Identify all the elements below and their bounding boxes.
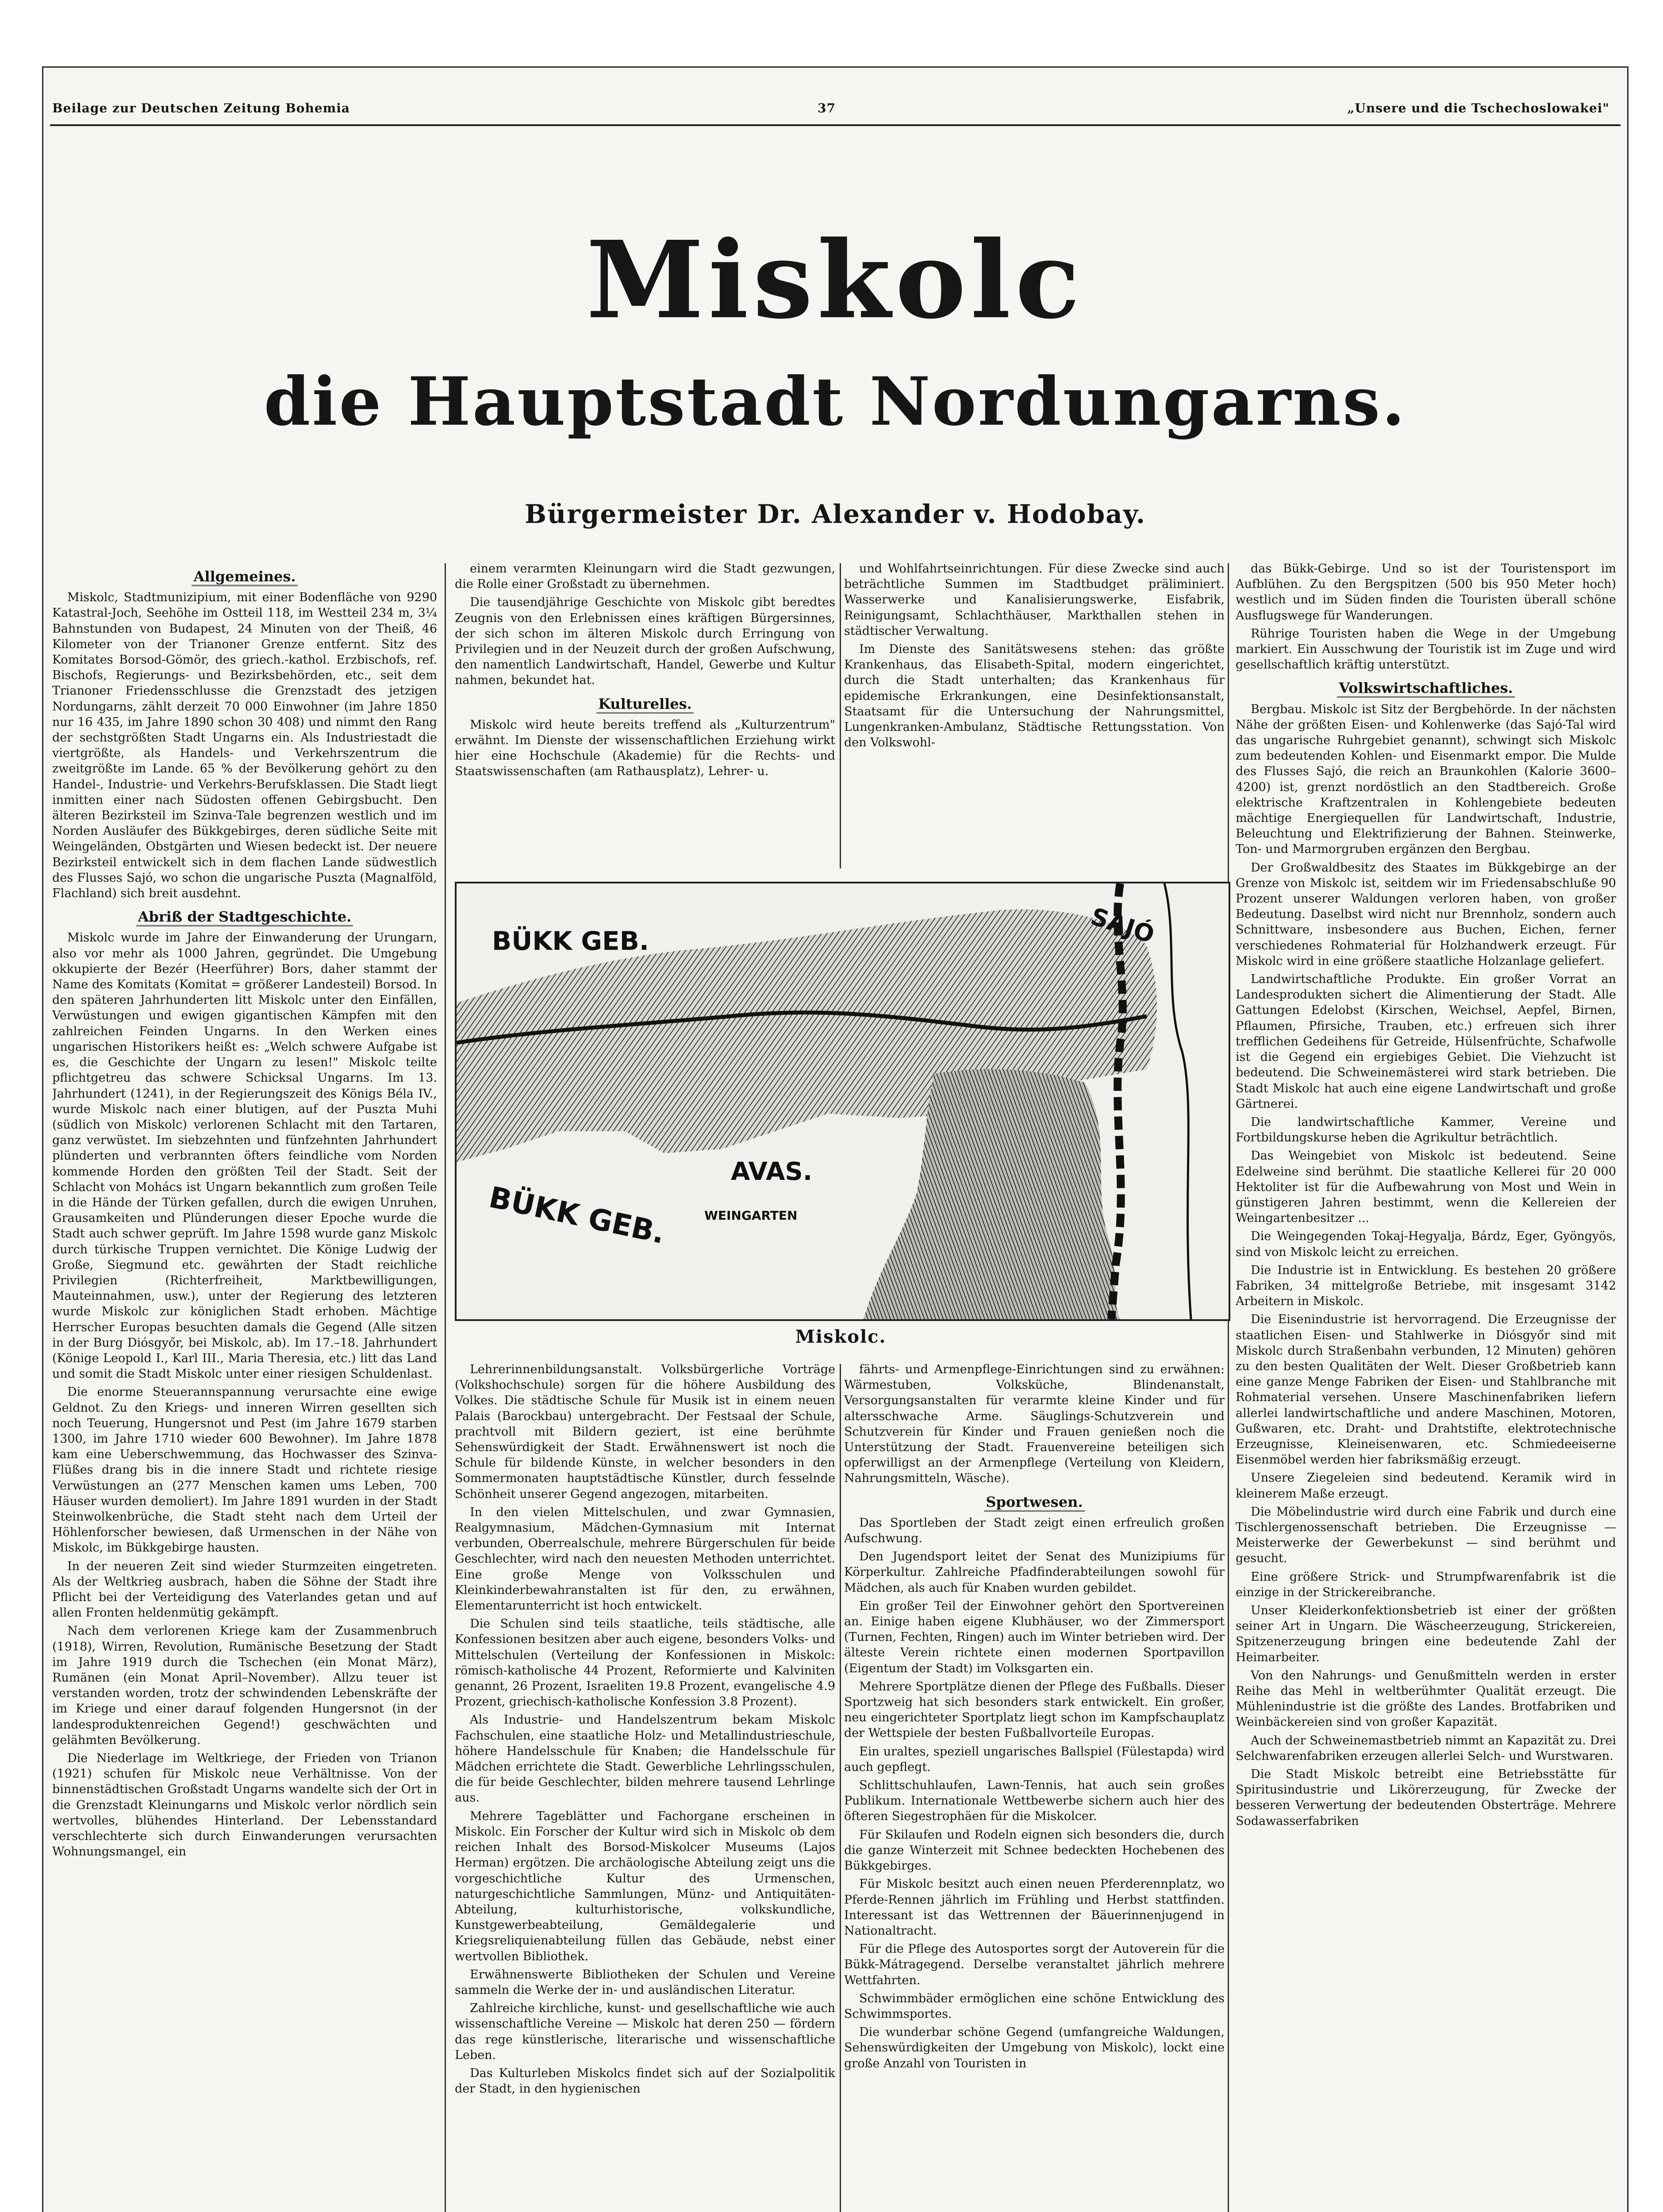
paragraph: Das Kulturleben Miskolcs findet sich auf der Sozialpolitik der Stadt, in den hygienischen [455, 2066, 835, 2096]
article-column-2-lower [455, 1362, 835, 2212]
paragraph: Schwimmbäder ermöglichen eine schöne Entwicklung des Schwimmsportes. [844, 1991, 1225, 2021]
paragraph: Unser Kleiderkonfektionsbetrieb ist einer der größten seiner Art in Ungarn. Die Wäscheerzeugung, Strickereien, Spitzenerzeugung bringen eine bedeutende Zahl der Heimarbeiter. [1236, 1604, 1616, 1664]
map-illustration [455, 882, 1230, 1321]
paragraph: Die Eisenindustrie ist hervorragend. Die Erzeugnisse der staatlichen Eisen- und Stahlwerke in Diósgyőr sind mit Miskolc durch Straßenbahn verbunden, 12 Minuten) gehören zu den besten Qualitäten der Welt. Dieser Großbetrieb kann eine ganze Menge Fabriken der Eisen- und Stahlbranche mit Rohmaterial versehen. Unsere Maschinenfabriken liefern allerlei landwirtschaftliche und andere Maschinen, Motoren, Gußwaren, etc. Draht- und Drahtstifte, elektrotechnische Erzeugnisse, Kleineisenwaren, etc. Schmiedeeiserne Eisenmöbel werden hier fabriksmäßig erzeugt. [1236, 1313, 1616, 1467]
paragraph: Nach dem verlorenen Kriege kam der Zusammenbruch (1918), Wirren, Revolution, Rumänische Besetzung der Stadt im Jahre 1919 durch die Tschechen (ein Monat März), Rumänen (ein Monat April–November). Allzu teuer ist verstanden worden, trotz der schwindenden Lebenskräfte der im Kriege und einer darauf folgenden Hungersnot (in der landesproduktenreichen Gegend!) geschwächten und gelähmten Bevölkerung. [52, 1624, 437, 1747]
paragraph: Für Miskolc besitzt auch einen neuen Pferderennplatz, wo Pferde-Rennen jährlich im Frühling und Herbst stattfinden. Interessant ist das Wettrennen der Bäuerinnenjugend in Nationaltracht. [844, 1877, 1225, 1938]
paragraph: Lehrerinnenbildungsanstalt. Volksbürgerliche Vorträge (Volkshochschule) sorgen für die höhere Ausbildung des Volkes. Die städtische Schule für Musik ist in einem neuen Palais (Barockbau) untergebracht. Der Festsaal der Schule, prachtvoll mit Bildern geziert, ist eine berühmte Sehenswürdigkeit der Stadt. Erwähnenswert ist noch die Schule für bildende Künste, in welcher besonders in den Sommermonaten hauptstädtische Künstler, durch fesselnde Schönheit unserer Gegend angezogen, mitarbeiten. [455, 1363, 835, 1501]
map-label-avas: AVAS. [731, 1157, 813, 1186]
paragraph: Schlittschuhlaufen, Lawn-Tennis, hat auch sein großes Publikum. Internationale Wettbewerbe sichern auch hier des öfteren Siegestrophäen für die Miskolcer. [844, 1778, 1225, 1824]
paragraph: Mehrere Sportplätze dienen der Pflege des Fußballs. Dieser Sportzweig hat sich besonders stark entwickelt. Ein großer, neu eingerichteter Sportplatz liegt schon im Kampfschauplatz der Wettspiele der besten Fußballvorteile Europas. [844, 1679, 1225, 1740]
page-number: 37 [818, 101, 836, 115]
article-column-2-upper [455, 561, 835, 871]
headline: Miskolc [586, 218, 1084, 342]
paragraph: Die landwirtschaftliche Kammer, Vereine und Fortbildungskurse heben die Agrikultur beträchtlich. [1236, 1115, 1616, 1145]
map-label-sajo: SAJÓ [1087, 902, 1158, 949]
paragraph: Auch der Schweinemastbetrieb nimmt an Kapazität zu. Drei Selchwarenfabriken erzeugen allerlei Selch- und Wurstwaren. [1236, 1733, 1616, 1763]
map-label-bukk-top: BÜKK GEB. [492, 926, 649, 956]
paragraph: Eine größere Strick- und Strumpfwarenfabrik ist die einzige in der Strickereibranche. [1236, 1570, 1616, 1599]
paragraph: Die tausendjährige Geschichte von Miskolc gibt beredtes Zeugnis von den Erlebnissen eines kräftigen Bürgersinnes, der sich schon im älteren Miskolc durch Erringung von Privilegien und in der Neuzeit durch der großen Aufschwung, den namentlich Landwirtschaft, Handel, Gewerbe und Kultur nahmen, bekundet hat. [455, 595, 835, 687]
paragraph: Die Industrie ist in Entwicklung. Es bestehen 20 größere Fabriken, 34 mittelgroße Betriebe, mit insgesamt 3142 Arbeitern in Miskolc. [1236, 1263, 1616, 1309]
paragraph: In den vielen Mittelschulen, und zwar Gymnasien, Realgymnasium, Mädchen-Gymnasium mit Internat verbunden, Oberrealschule, mehrere Bürgerschulen für beide Geschlechter, wird nach den neuesten Methoden unterrichtet. Eine große Menge von Volksschulen und Kleinkinderbewahranstalten ist für den, zu erwähnen, Elementarunterricht ist hoch entwickelt. [455, 1505, 835, 1613]
section-heading: Volkswirtschaftliches. [1236, 680, 1616, 696]
map-label-weingarten: WEINGARTEN [704, 1208, 798, 1223]
paragraph: Als Industrie- und Handelszentrum bekam Miskolc Fachschulen, eine staatliche Holz- und Metallindustrieschule, höhere Handelsschule für Knaben; die Handelsschule für Mädchen errichtete die Stadt. Gewerbliche Lehrlingsschulen, die für beide Geschlechter, bilden mehrere tausend Lehrlinge aus. [455, 1713, 835, 1805]
paragraph: das Bükk-Gebirge. Und so ist der Touristensport im Aufblühen. Zu den Bergspitzen (500 bis 950 Meter hoch) westlich und im Süden finden die Touristen überall schöne Ausflugswege für Wanderungen. [1236, 562, 1616, 622]
paragraph: Die enorme Steuerannspannung verursachte eine ewige Geldnot. Zu den Kriegs- und inneren Wirren gesellten sich noch Teuerung, Hungersnot und Pest (im Jahre 1679 starben 1300, im Jahre 1710 wieder 600 Bewohner). Im Jahre 1878 kam eine Ueberschwemmung, das Hochwasser des Szinva-Flüßes drang bis in die innere Stadt und richtete riesige Verwüstungen an (277 Menschen kamen ums Leben, 700 Häuser wurden demoliert). Im Jahre 1891 wurden in der Stadt Steinwolkenbrüche, die Stadt steht nach dem Urteil der Höhlenforscher bewiesen, daß Urmenschen in der Nähe von Miskolc, im Bükkgebirge hausten. [52, 1385, 437, 1555]
map-label-bukk-bottom: BÜKK GEB. [486, 1180, 668, 1251]
article-column-1 [52, 561, 437, 2212]
running-header [43, 101, 1627, 127]
paragraph: Für Skilaufen und Rodeln eignen sich besonders die, durch die ganze Winterzeit mit Schnee bedeckten Hochebenen des Bükkgebirges. [844, 1828, 1225, 1873]
paragraph: Die Stadt Miskolc betreibt eine Betriebsstätte für Spiritusindustrie und Likörerzeugung, für Zwecke der besseren Verwertung der bedeutenden Obsterträge. Mehrere Sodawasserfabriken [1236, 1767, 1616, 1828]
paragraph: und Wohlfahrtseinrichtungen. Für diese Zwecke sind auch beträchtliche Summen im Stadtbudget präliminiert. Wasserwerke und Kanalisierungswerke, Eisfabrik, Reinigungsamt, Schlachthäuser, Markthallen stehen in städtischer Verwaltung. [844, 562, 1225, 638]
paragraph: Miskolc, Stadtmunizipium, mit einer Bodenfläche von 9290 Katastral-Joch, Seehöhe im Ostteil 118, im Westteil 234 m, 3¼ Bahnstunden von Budapest, 24 Minuten von der Theiß, 46 Kilometer von der Trianoner Grenze entfernt. Sitz des Komitates Borsod-Gömör, des griech.-kathol. Erzbischofs, ref. Bischofs, Regierungs- und Bezirksbehörden, etc., seit dem Trianoner Friedensschlusse die Grenzstadt des jetzigen Nordungarns, zählt derzeit 70 000 Einwohner (im Jahre 1850 nur 16 435, im Jahre 1890 schon 30 408) und nimmt den Rang der sechstgrößten Stadt Ungarns ein. Als Industriestadt die viertgrößte, als Handels- und Verkehrszentrum die zweitgrößte im Lande. 65 % der Bevölkerung gehört zu den Handel-, Industrie- und Verkehrs-Berufsklassen. Die Stadt liegt inmitten einer nach Südosten offenen Gebirgsbucht. Den älteren Bezirksteil im Szinva-Tale begrenzen westlich und im Norden Ausläufer des Bükkgebirges, deren südliche Seite mit Weingeländen, Obstgärten und Wiesen bedeckt ist. Der neuere Bezirksteil entwickelt sich in dem flachen Lande südwestlich des Flusses Sajó, wo schon die ungarische Puszta (Magnalföld, Flachland) sich breit ausdehnt. [52, 591, 437, 901]
header-left: Beilage zur Deutschen Zeitung Bohemia [52, 101, 350, 115]
paragraph: Ein uraltes, speziell ungarisches Ballspiel (Fülestapda) wird auch gepflegt. [844, 1744, 1225, 1774]
paragraph: Die Schulen sind teils staatliche, teils städtische, alle Konfessionen besitzen aber auch eigene, besonders Volks- und Mittelschulen (Verteilung der Konfessionen in Miskolc: römisch-katholische 44 Prozent, Reformierte und Kalviniten genannt, 26 Prozent, Israeliten 19.8 Prozent, evangelische 4.9 Prozent, griechisch-katholische Konfession 3.8 Prozent). [455, 1617, 835, 1709]
column-rule [445, 563, 446, 2212]
newspaper-page [42, 66, 1628, 2212]
paragraph: Miskolc wurde im Jahre der Einwanderung der Urungarn, also vor mehr als 1000 Jahren, gegründet. Die Umgebung okkupierte der Bezér (Heerführer) Bors, daher stammt der Name des Komitats (Komitat = größerer Landesteil) Borsod. In den späteren Jahrhunderten litt Miskolc unter den Einfällen, Verwüstungen und ewigen gigantischen Kämpfen mit den zahlreichen Feinden Ungarns. In den Werken eines ungarischen Historikers heißt es: „Welch schwere Aufgabe ist es, die Geschichte der Ungarn zu lesen!" Miskolc teilte pflichtgetreu das schwere Schicksal Ungarns. Im 13. Jahrhundert (1241), in der Regierungszeit des Königs Béla IV., wurde Miskolc nach einer blutigen, auf der Puszta Muhi (südlich von Miskolc) verlorenen Schlacht mit den Tartaren, ganz verwüstet. Im siebzehnten und fünfzehnten Jahrhundert plünderten und verbrannten öfters feindliche vom Norden kommende Horden den größten Teil der Stadt. Seit der Schlacht von Mohács ist Ungarn bekanntlich zum großen Teile in die Hände der Türken gefallen, durch die ewigen Unruhen, Grausamkeiten und Plünderungen dieser Epoche wurde die Stadt auch schwer geprüft. Im Jahre 1598 wurde ganz Miskolc durch türkische Truppen vernichtet. Die Könige Ludwig der Große, Siegmund etc. gewährten der Stadt reichliche Privilegien (Richterfreiheit, Marktbewilligungen, Mauteinnahmen, usw.), unter der Regierung des letzteren wurde Miskolc zur königlichen Stadt erhoben. Mächtige Herrscher Europas besuchten damals die Gegend (Alle sitzen in der Burg Diósgyőr, bei Miskolc, ab). Im 17.–18. Jahrhundert (Könige Leopold I., Karl III., Maria Theresia, etc.) litt das Land und somit die Stadt Miskolc unter einer riesigen Schuldenlast. [52, 931, 437, 1381]
paragraph: Die wunderbar schöne Gegend (umfangreiche Waldungen, Sehenswürdigkeiten der Umgebung von Miskolc), lockt eine große Anzahl von Touristen in [844, 2025, 1225, 2070]
paragraph: In der neueren Zeit sind wieder Sturmzeiten eingetreten. Als der Weltkrieg ausbrach, haben die Söhne der Stadt ihre Pflicht bei der Verteidigung des Vaterlandes getan und auf allen Fronten heldenmütig gekämpft. [52, 1559, 437, 1620]
paragraph: Mehrere Tageblätter und Fachorgane erscheinen in Miskolc. Ein Forscher der Kultur wird sich in Miskolc ob dem reichen Inhalt des Borsod-Miskolcer Museums (Lajos Herman) ergötzen. Die archäologische Abteilung zeigt uns die vorgeschichtliche Kultur des Urmenschen, naturgeschichtliche Sammlungen, Münz- und Antiquitäten-Abteilung, kulturhistorische, volkskundliche, Kunstgewerbeabteilung, Gemäldegalerie und Kriegsreliquienabteilung füllen das Gebäude, nebst einer wertvollen Bibliothek. [455, 1809, 835, 1963]
header-right: „Unsere und die Tschechoslowakei" [1347, 101, 1609, 115]
paragraph: Landwirtschaftliche Produkte. Ein großer Vorrat an Landesprodukten sichert die Alimentierung der Stadt. Alle Gattungen Edelobst (Kirschen, Weichsel, Aepfel, Birnen, Pflaumen, Pfirsiche, Trauben, etc.) erfreuen sich ihrer trefflichen Gedeihens für Getreide, Hülsenfrüchte, Schafwolle ist die Gegend ein ergiebiges Gebiet. Die Viehzucht ist bedeutend. Die Schweinemästerei wird stark betrieben. Die Stadt Miskolc hat auch eine eigene Landwirtschaft und große Gärtnerei. [1236, 972, 1616, 1111]
section-heading: Sportwesen. [844, 1494, 1225, 1510]
column-rule [840, 1364, 841, 2212]
subheadline: die Hauptstadt Nordungarns. [264, 363, 1407, 441]
paragraph: Die Möbelindustrie wird durch eine Fabrik und durch eine Tischlergenossenschaft betrieben. Die Erzeugnisse — Meisterwerke der Gewerbekunst — sind berühmt und gesucht. [1236, 1505, 1616, 1566]
section-heading: Abriß der Stadtgeschichte. [52, 909, 437, 925]
paragraph: Die Niederlage im Weltkriege, der Frieden von Trianon (1921) schufen für Miskolc neue Verhältnisse. Von der binnenstädtischen Großstadt Ungarns wandelte sich der Ort in die Grenzstadt Kleinungarns und Miskolc verlor nördlich sein wertvolles, blühendes Hinterland. Der Lebensstandard verschlechterte sich durch Einwanderungen verursachten Wohnungsmangel, ein [52, 1751, 437, 1859]
article-column-4 [1236, 561, 1616, 2212]
paragraph: Ein großer Teil der Einwohner gehört den Sportvereinen an. Einige haben eigene Klubhäuser, wo der Zimmersport (Turnen, Fechten, Ringen) auch im Winter betrieben wird. Der älteste Verein richtete einen modernen Sportpavillon (Eigentum der Stadt) im Volksgarten ein. [844, 1599, 1225, 1675]
map-caption: Miskolc. [795, 1326, 887, 1347]
paragraph: Den Jugendsport leitet der Senat des Munizipiums für Körperkultur. Zahlreiche Pfadfinderabteilungen sowohl für Mädchen, als auch für Knaben wurden gebildet. [844, 1550, 1225, 1595]
paragraph: Das Weingebiet von Miskolc ist bedeutend. Seine Edelweine sind berühmt. Die staatliche Kellerei für 20 000 Hektoliter ist für die Aufbewahrung von Most und Wein in günstigeren Jahren bestimmt, wenn die Kellereien der Weingartenbesitzer ... [1236, 1149, 1616, 1225]
paragraph: Zahlreiche kirchliche, kunst- und gesellschaftliche wie auch wissenschaftliche Vereine — Miskolc hat deren 250 — fördern das rege künstlerische, literarische und wissenschaftliche Leben. [455, 2001, 835, 2062]
paragraph: Erwähnenswerte Bibliotheken der Schulen und Vereine sammeln die Werke der in- und ausländischen Literatur. [455, 1967, 835, 1997]
paragraph: Die Weingegenden Tokaj-Hegyalja, Bárdz, Eger, Gyöngyös, sind von Miskolc leicht zu erreichen. [1236, 1229, 1616, 1259]
paragraph: Unsere Ziegeleien sind bedeutend. Keramik wird in kleinerem Maße erzeugt. [1236, 1471, 1616, 1501]
paragraph: Von den Nahrungs- und Genußmitteln werden in erster Reihe das Mehl in weltberühmter Qualität erzeugt. Die Mühlenindustrie ist die größte des Landes. Brotfabriken und Weinbäckereien sind von großer Kapazität. [1236, 1668, 1616, 1729]
paragraph: Rührige Touristen haben die Wege in der Umgebung markiert. Ein Ausschwung der Touristik ist im Zuge und wird gesellschaftlich kräftig unterstützt. [1236, 626, 1616, 672]
paragraph: Der Großwaldbesitz des Staates im Bükkgebirge an der Grenze von Miskolc ist, seitdem wir im Friedensabschluße 90 Prozent unserer Waldungen verloren haben, von großer Bedeutung. Daselbst wird nicht nur Brennholz, sondern auch Schnittware, insbesondere aus Buchen, Eichen, ferner verschiedenes Rohmaterial für Holzhandwerk erzeugt. Für Miskolc wird in eine größere staatliche Holzanlage geliefert. [1236, 860, 1616, 968]
paragraph: Bergbau. Miskolc ist Sitz der Bergbehörde. In der nächsten Nähe der größten Eisen- und Kohlenwerke (das Sajó-Tal wird das ungarische Ruhrgebiet genannt), schwingt sich Miskolc zum bedeutenden Kohlen- und Eisenmarkt empor. Die Mulde des Flusses Sajó, die reich an Braunkohlen (Kalorie 3600–4200) ist, grenzt nordöstlich an den Stadtbereich. Große elektrische Kraftzentralen in Kohlengebiete bedeuten mächtige Energiequellen für Landwirtschaft, Industrie, Beleuchtung und Elektrifizierung der Bahnen. Steinwerke, Ton- und Marmorgruben ergänzen den Bergbau. [1236, 702, 1616, 856]
paragraph: Für die Pflege des Autosportes sorgt der Autoverein für die Bükk-Mátragegend. Derselbe veranstaltet jährlich mehrere Wettfahrten. [844, 1942, 1225, 1987]
paragraph: Im Dienste des Sanitätswesens stehen: das größte Krankenhaus, das Elisabeth-Spital, modern eingerichtet, durch die Stadt unterhalten; das Krankenhaus für epidemische Erkrankungen, eine Desinfektionsanstalt, Staatsamt für die Untersuchung der Nahrungsmittel, Lungenkranken-Ambulanz, Städtische Rettungsstation. Von den Volkswohl- [844, 642, 1225, 750]
section-heading: Kulturelles. [455, 696, 835, 712]
paragraph: Miskolc wird heute bereits treffend als „Kulturzentrum" erwähnt. Im Dienste der wissenschaftlichen Erziehung wirkt hier eine Hochschule (Akademie) für die Rechts- und Staatswissenschaften (am Rathausplatz), Lehrer- u. [455, 718, 835, 779]
paragraph: fährts- und Armenpflege-Einrichtungen sind zu erwähnen: Wärmestuben, Volksküche, Blindenanstalt, Versorgungsanstalten für verarmte kleine Kinder und für altersschwache Arme. Säuglings-Schutzverein und Schutzverein für Kinder und Frauen genießen noch die Unterstützung der Stadt. Frauenvereine beteiligen sich opferwilligst an der Armenpflege (Verteilung von Kleidern, Nahrungsmitteln, Wäsche). [844, 1363, 1225, 1486]
byline: Bürgermeister Dr. Alexander v. Hodobay. [525, 499, 1146, 529]
terrain-map [457, 883, 1229, 1319]
header-rule [50, 124, 1621, 126]
column-rule [1228, 563, 1229, 2212]
article-column-3-lower [844, 1362, 1225, 2212]
article-column-3-upper [844, 561, 1225, 871]
paragraph: einem verarmten Kleinungarn wird die Stadt gezwungen, die Rolle einer Großstadt zu übernehmen. [455, 562, 835, 591]
paragraph: Das Sportleben der Stadt zeigt einen erfreulich großen Aufschwung. [844, 1516, 1225, 1546]
column-rule [840, 563, 841, 868]
section-heading: Allgemeines. [52, 569, 437, 584]
